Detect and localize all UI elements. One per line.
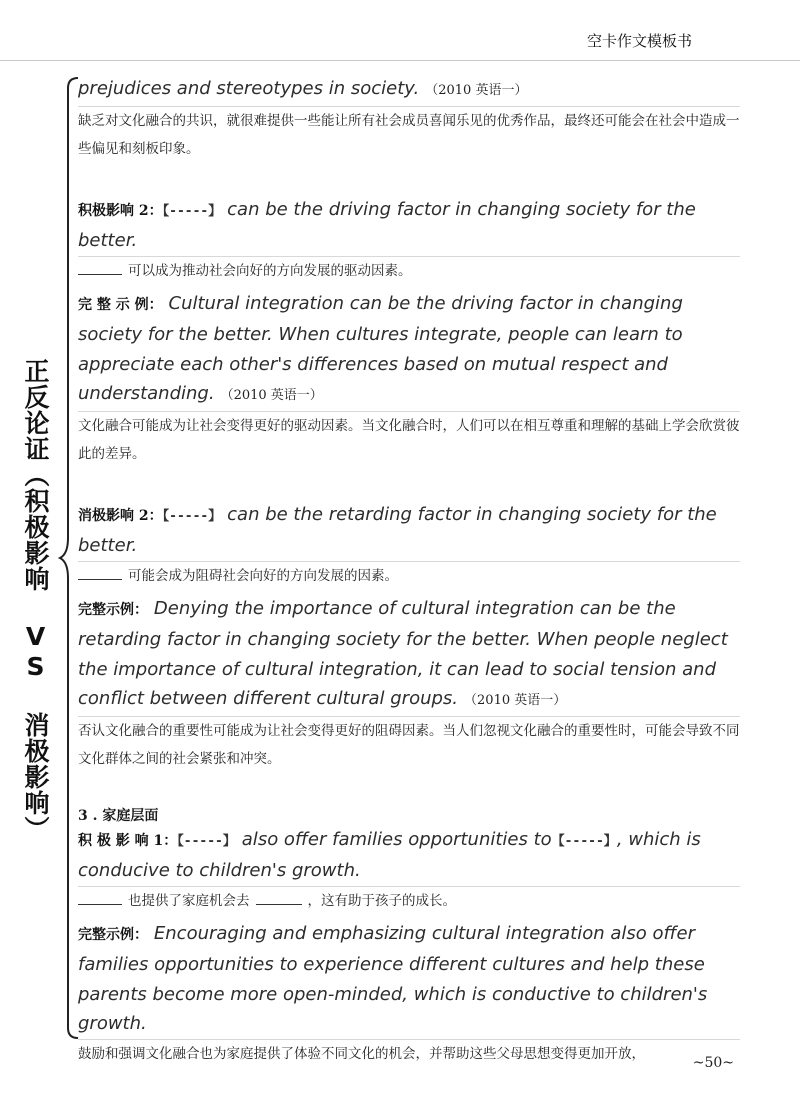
template-chinese-tail: ，这有助于孩子的成长。 [307, 892, 456, 909]
header-divider [0, 60, 800, 61]
citation: （2010 英语一） [425, 83, 528, 98]
template-english-tail: , which is conducive to children's growth. [78, 828, 701, 881]
blank-slot: 【-----】 [177, 833, 236, 849]
example-english: prejudices and stereotypes in society. [78, 78, 420, 99]
example-english: Encouraging and emphasizing cultural integration also offer families opportunities to experience different cultures and help these parents become more open-minded, which is conductive to children's growth. [78, 922, 708, 1034]
example-chinese: 鼓励和强调文化融合也为家庭提供了体验不同文化的机会，并帮助这些父母思想变得更加开放， [78, 1045, 645, 1062]
book-title: 空卡作文模板书 [586, 32, 692, 50]
example-label: 完 整 示 例： [78, 296, 163, 313]
negative-label: 消极影响 2： [78, 507, 163, 524]
positive-label: 积 极 影 响 1： [78, 832, 178, 849]
citation: （2010 英语一） [464, 693, 567, 708]
example-label: 完整示例： [78, 601, 148, 618]
example-chinese: 缺乏对文化融合的共识，就很难提供一些能让所有社会成员喜闻乐见的优秀作品，最终还可能会在社会中造成一些偏见和刻板印象。 [78, 112, 740, 157]
curly-brace [58, 76, 80, 1041]
template-english: can be the driving factor in changing society for the better. [78, 198, 696, 251]
template-english: also offer families opportunities to [241, 828, 552, 850]
example-chinese: 否认文化融合的重要性可能成为让社会变得更好的阻碍因素。当人们忽视文化融合的重要性时，可能会导致不同文化群体之间的社会紧张和冲突。 [78, 722, 740, 767]
positive-label: 积极影响 2： [78, 202, 163, 219]
blank-underline [78, 260, 122, 275]
family-level-section [78, 805, 740, 1068]
section-heading: 3 . 家庭层面 [78, 807, 159, 824]
template-chinese: 也提供了家庭机会去 [128, 892, 250, 909]
blank-slot: 【-----】 [551, 833, 617, 849]
example-label: 完整示例： [78, 926, 148, 943]
side-section-label: 正反论证（积极影响 VS 消极影响） [21, 358, 50, 842]
example-english: Denying the importance of cultural integration can be the retarding factor in changing society for the better. When people neglect the importance of cultural integration, it can lead to social tension and conflict between different cultural groups. [78, 597, 728, 709]
positive-effect-2 [78, 195, 740, 468]
blank-slot: 【-----】 [162, 203, 222, 219]
blank-underline [78, 565, 122, 580]
page-number: ~50~ [692, 1055, 734, 1071]
citation: （2010 英语一） [220, 388, 323, 403]
blank-slot: 【-----】 [162, 508, 222, 524]
template-chinese: 可能会成为阻碍社会向好的方向发展的因素。 [128, 567, 398, 584]
blank-underline [78, 890, 122, 905]
example-english: Cultural integration can be the driving factor in changing society for the better. When cultures integrate, people can learn to appreciate each other's differences based on mutual respect and understanding. [78, 292, 683, 404]
continued-example [78, 74, 740, 163]
negative-effect-2 [78, 500, 740, 773]
template-chinese: 可以成为推动社会向好的方向发展的驱动因素。 [128, 262, 412, 279]
template-english: can be the retarding factor in changing society for the better. [78, 503, 717, 556]
example-chinese: 文化融合可能成为让社会变得更好的驱动因素。当文化融合时，人们可以在相互尊重和理解的基础上学会欣赏彼此的差异。 [78, 417, 740, 462]
page-content [78, 74, 740, 1068]
blank-underline [256, 890, 302, 905]
